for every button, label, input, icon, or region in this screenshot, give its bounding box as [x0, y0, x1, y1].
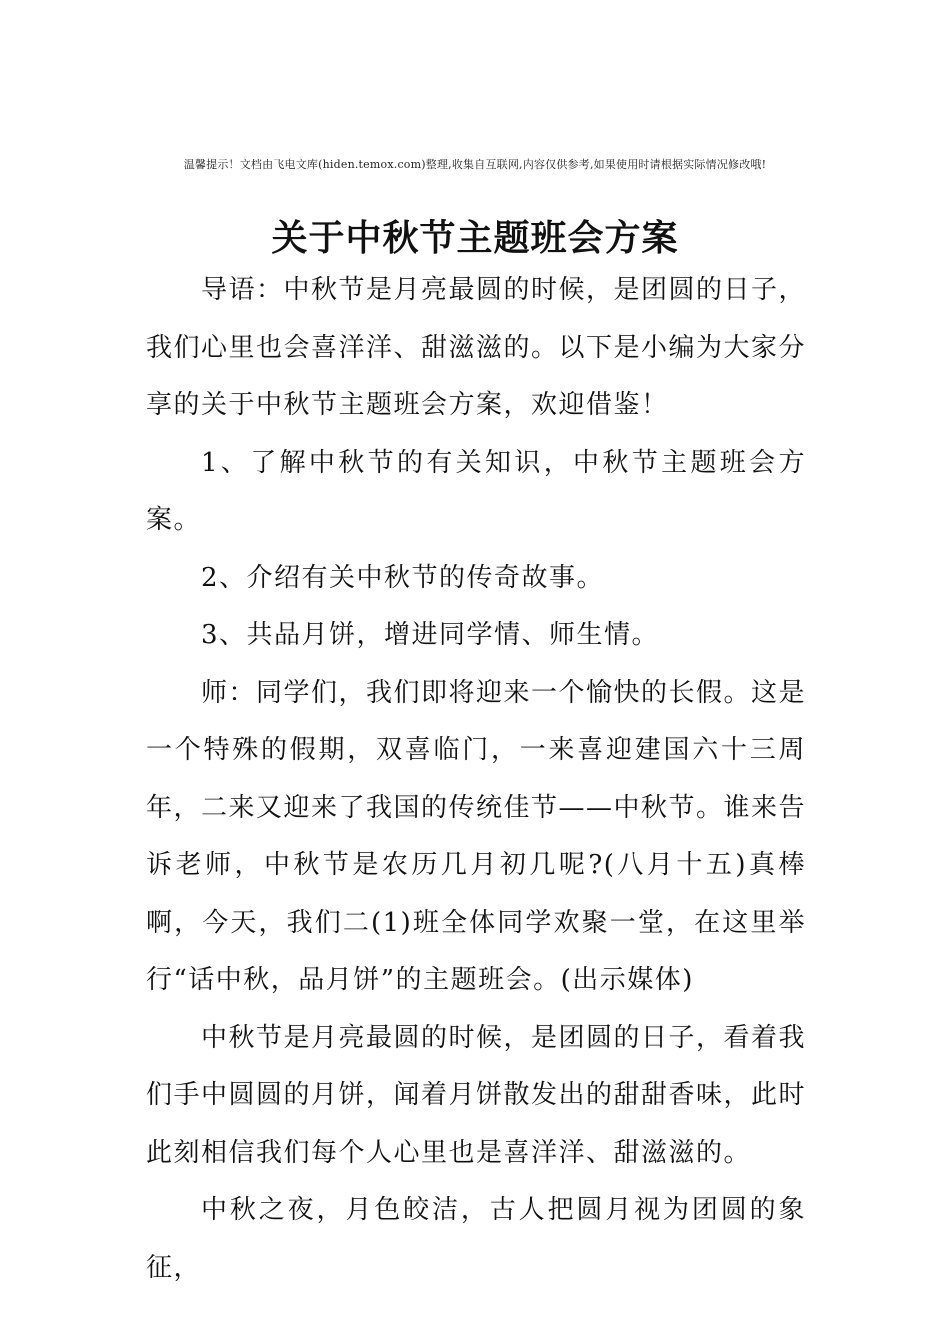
paragraph-goal-3: 3、共品月饼，增进同学情、师生情。 — [201, 620, 660, 650]
paragraph-goal-2: 2、介绍有关中秋节的传奇故事。 — [201, 562, 605, 593]
paragraph-goal-1: 1、了解中秋节的有关知识，中秋节主题班会方案。 — [146, 447, 806, 535]
paragraph-teacher-speech: 师：同学们，我们即将迎来一个愉快的长假。这是一个特殊的假期，双喜临门，一来喜迎建国六十三周年，二来又迎来了我国的传统佳节——中秋节。谁来告诉老师，中秋节是农历几月初几呢?(八月十五)真棒啊，今天，我们二(1)班全体同学欢聚一堂，在这里举行“话中秋，品月饼”的主题班会。(出示媒体) — [146, 677, 807, 995]
paragraph-mid-autumn-night: 中秋之夜，月色皎洁，古人把圆月视为团圆的象征， — [146, 1195, 806, 1283]
document-title: 关于中秋节主题班会方案 — [271, 217, 679, 260]
paragraph-mid-autumn-description: 中秋节是月亮最圆的时候，是团圆的日子，看着我们手中圆圆的月饼，闻着月饼散发出的甜甜香味，此时此刻相信我们每个人心里也是喜洋洋、甜滋滋的。 — [146, 1022, 807, 1168]
source-notice: 温馨提示！文档由飞电文库(hiden.temox.com)整理,收集自互联网,内容仅供参考,如果使用时请根据实际情况修改哦! — [183, 158, 767, 171]
document-body — [146, 262, 806, 1297]
paragraph-intro: 导语：中秋节是月亮最圆的时候，是团圆的日子，我们心里也会喜洋洋、甜滋滋的。以下是小编为大家分享的关于中秋节主题班会方案，欢迎借鉴！ — [146, 275, 807, 420]
